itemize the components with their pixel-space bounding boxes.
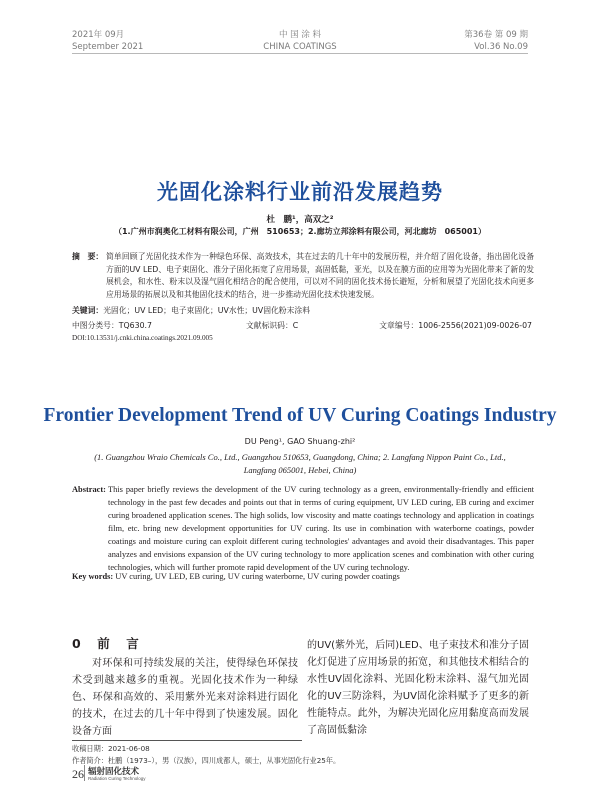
section-heading: 0 前 言 (72, 636, 141, 651)
header-volume-zh: 第36卷 第 09 期 (464, 30, 528, 40)
en-abstract (72, 483, 534, 574)
zh-affiliation: （1.广州市润奥化工材料有限公司，广州 510653；2.廊坊立邦涂料有限公司，河北廊坊 065001） (113, 227, 486, 236)
en-keywords-text: UV curing, UV LED, EB curing, UV curing waterborne, UV curing powder coatings (115, 572, 400, 581)
en-title: Frontier Development Trend of UV Curing Coatings Industry (43, 405, 557, 426)
en-keywords-label: Key words: (72, 572, 114, 581)
footer-divider (84, 765, 85, 781)
doc-code: 文献标识码：C (246, 321, 299, 330)
doi: DOI:10.13531/j.cnki.china.coatings.2021.09.005 (72, 334, 213, 342)
header-volume-en: Vol.36 No.09 (474, 42, 528, 52)
en-affiliation: (1. Guangzhou Wraio Chemicals Co., Ltd., Guangzhou 510653, Guangdong, China; 2. Langfang Nippon Paint Co., Ltd., Langfang 065001, Hebei, China) (94, 452, 506, 475)
zh-abstract-text: 简单回顾了光固化技术作为一种绿色环保、高效技术，其在过去的几十年中的发展历程，并介绍了固化设备，指出固化设备方面的UV LED、电子束固化、准分子固化拓宽了应用场景，高固低黏，亚光，以及在膜方面的应用等为光固化带来了新的发展机会，和水性、粉末以及湿气固化相结合的配合使用，可以对不同的固化技术扬长避短，分析和展望了光固化技术向更多应用场景的拓展以及和其他固化技术的结合，进一步推动光固化技术快速发展。 (106, 252, 534, 299)
clc-number: 中图分类号：TQ630.7 (72, 321, 153, 330)
zh-keywords-text: 光固化；UV LED；电子束固化；UV水性；UV固化粉末涂料 (103, 306, 310, 315)
footer-journal-en: Radiation Curing Technology (88, 776, 146, 781)
author-bio: 作者简介：杜鹏（1973–），男（汉族），四川成都人，硕士，从事光固化行业25年。 (72, 756, 341, 765)
en-keywords (72, 572, 400, 581)
en-authors: DU Peng¹, GAO Shuang-zhi² (244, 437, 356, 446)
header-journal-en: CHINA COATINGS (263, 42, 337, 52)
zh-authors: 杜 鹏¹，高双之² (266, 215, 334, 225)
en-abstract-label: Abstract: (72, 485, 106, 494)
header-divider (72, 53, 528, 54)
page-number: 26 (72, 767, 84, 781)
zh-keywords (72, 305, 310, 316)
zh-abstract-label: 摘 要： (72, 252, 104, 261)
footer-journal-zh: 辐射固化技术 (88, 767, 140, 777)
header-date-zh: 2021年 09月 (72, 30, 125, 40)
body-right-column: 的UV(紫外光，后同)LED、电子束技术和准分子固化灯促进了应用场景的拓宽，和其他技术相结合的水性UV固化涂料、光固化粉末涂料、湿气加光固化的UV三防涂料，为UV固化涂料赋予了更多的新性能特点。此外，为解决光固化应用黏度高而发展了高固低黏涂 (307, 640, 529, 736)
zh-keywords-label: 关键词： (72, 306, 104, 315)
header-date-en: September 2021 (72, 42, 144, 52)
article-number: 文章编号：1006-2556(2021)09-0026-07 (379, 321, 532, 330)
zh-abstract (72, 251, 534, 301)
received-date: 收稿日期：2021-06-08 (72, 744, 150, 753)
header-journal-zh: 中 国 涂 料 (278, 30, 322, 40)
zh-title: 光固化涂料行业前沿发展趋势 (157, 180, 443, 204)
en-abstract-text: This paper briefly reviews the development of the UV curing technology as a green, environmentally-friendly and efficient technology in the past few decades and points out that in terms of curing equipment, UV LED curing, EB curing and excimer curing broadened application scenes. The high solids, low viscosity and matte coatings technology and application in coatings film, etc. bring new development opportunities for UV curing. Its use in combination with waterborne coatings, powder coatings and moisture curing can exploit different curing technologies' advantages and avoid their disadvantages. This paper analyzes and envisions expansion of the UV curing technology to more application scenes and combination with other curing technologies, which will further promote rapid development of the UV curing technology. (108, 485, 534, 572)
footnote-divider (72, 740, 302, 741)
body-left-column: 对环保和可持续发展的关注，使得绿色环保技术受到越来越多的重视。光固化技术作为一种绿色、环保和高效的、采用紫外光来对涂料进行固化的技术，在过去的几十年中得到了快速发展。固化设备方面 (72, 658, 298, 737)
